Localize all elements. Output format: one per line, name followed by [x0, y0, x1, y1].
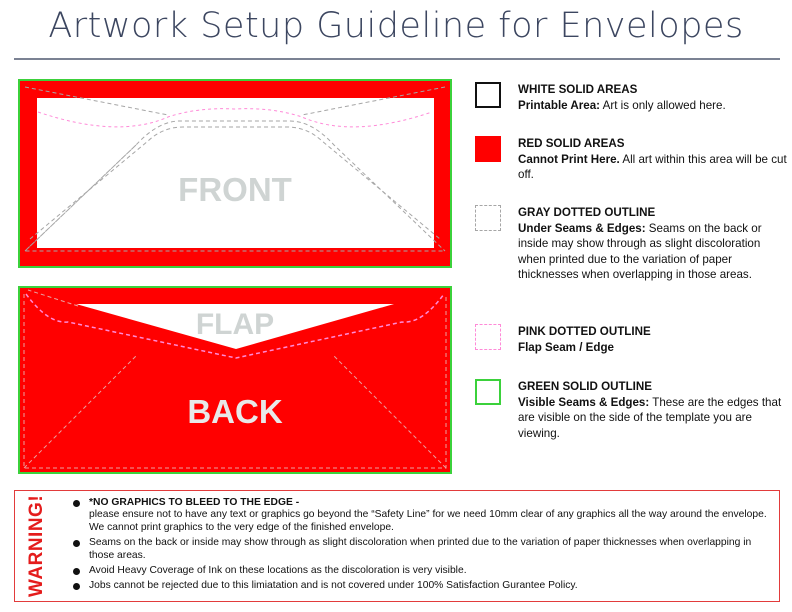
bullet-icon	[73, 568, 80, 575]
legend-bold: Under Seams & Edges:	[518, 221, 646, 235]
warning-item	[73, 537, 773, 562]
legend-bold: Visible Seams & Edges:	[518, 395, 650, 409]
white-solid-swatch-icon	[475, 82, 501, 108]
page-title: Artwork Setup Guideline for Envelopes	[48, 6, 744, 46]
back-template	[18, 286, 452, 474]
legend-bold: Printable Area:	[518, 98, 601, 112]
bullet-icon	[73, 500, 80, 507]
gray-dotted-swatch-icon	[475, 205, 501, 231]
pink-dotted-swatch-icon	[475, 324, 501, 350]
title-divider	[14, 58, 780, 60]
legend-body: Art is only allowed here.	[600, 98, 726, 112]
warning-item-bold: *NO GRAPHICS TO BLEED TO THE EDGE -	[89, 497, 300, 508]
warning-item	[73, 565, 773, 577]
warning-box	[14, 490, 780, 602]
back-label: BACK	[187, 393, 283, 430]
flap-label: FLAP	[195, 308, 275, 341]
legend-body: Seams on the back or inside may show through as slight discoloration when printed due to the variation of paper thicknesses when overlapping in those areas.	[518, 221, 762, 281]
warning-item-text: Avoid Heavy Coverage of Ink on these locations as the discoloration is very visible.	[89, 565, 467, 577]
legend-heading: PINK DOTTED OUTLINE	[518, 325, 651, 338]
legend-body: These are the edges that are visible on the side of the template you are viewing.	[518, 395, 782, 440]
green-solid-swatch-icon	[475, 379, 501, 405]
legend-bold: Flap Seam / Edge	[518, 340, 614, 354]
warning-item	[73, 497, 773, 534]
bullet-icon	[73, 540, 80, 547]
warning-item-text: Seams on the back or inside may show through as slight discoloration when printed due to the variation of paper thicknesses when overlapping in those areas.	[89, 537, 752, 561]
legend-heading: WHITE SOLID AREAS	[518, 83, 638, 96]
front-label: FRONT	[178, 171, 292, 208]
warning-item-text: please ensure not to have any text or graphics go beyond the “Safety Line” for we need 10mm clear of any graphics all the way around the envelope. We cannot print graphics to the very edge of the finished envelope.	[89, 509, 767, 533]
legend-bold: Cannot Print Here.	[518, 152, 620, 166]
front-template	[18, 79, 452, 268]
bullet-icon	[73, 583, 80, 590]
warning-list	[73, 497, 773, 596]
warning-label: WARNING!	[26, 494, 47, 597]
legend-heading: GREEN SOLID OUTLINE	[518, 380, 652, 393]
legend-heading: RED SOLID AREAS	[518, 137, 625, 150]
red-solid-swatch-icon	[475, 136, 501, 162]
legend-body: All art within this area will be cut off.	[518, 152, 787, 181]
warning-item	[73, 580, 773, 592]
legend-heading: GRAY DOTTED OUTLINE	[518, 206, 656, 219]
front-template-diagram	[18, 79, 452, 268]
back-template-diagram	[18, 286, 452, 474]
warning-item-text: Jobs cannot be rejected due to this limiatation and is not covered under 100% Satisfaction Gurantee Policy.	[89, 580, 578, 592]
